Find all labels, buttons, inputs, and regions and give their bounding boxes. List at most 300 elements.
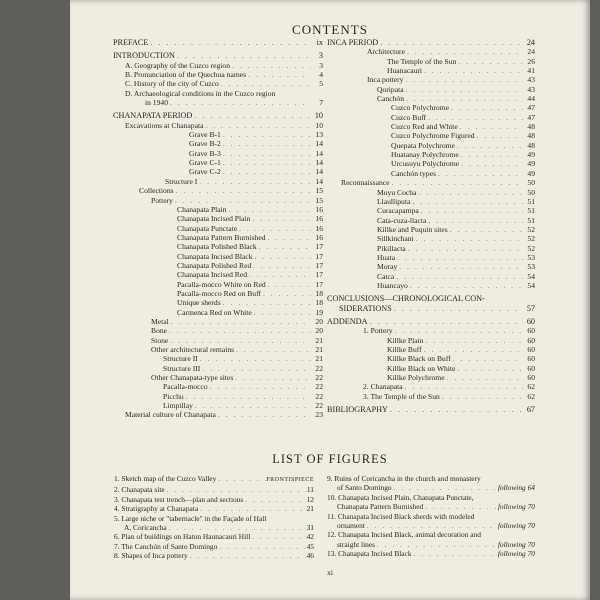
toc-entry-title: Bone: [151, 326, 168, 336]
toc-page-number: 22: [315, 401, 323, 411]
toc-page-number: 60: [527, 373, 535, 383]
toc-entry: [113, 382, 323, 391]
toc-entry-title: Sillkinchani: [377, 234, 414, 244]
toc-entry-title: Architecture: [367, 47, 405, 57]
toc-page-number: 62: [527, 382, 535, 392]
figure-caption-line: 2. Chanapata site: [114, 485, 165, 495]
toc-entry: [327, 169, 535, 178]
dot-leader: [458, 122, 523, 131]
toc-page-number: 60: [527, 326, 535, 336]
toc-entry: [113, 364, 323, 373]
toc-entry-title: Killke Black on White: [387, 363, 456, 373]
toc-entry-title: Huata: [377, 252, 396, 262]
toc-page-number: 17: [315, 242, 323, 252]
toc-entry-title: Pikillacta: [377, 243, 406, 253]
dot-leader: [251, 261, 311, 270]
toc-page-number: 5: [319, 79, 323, 89]
toc-entry: [327, 159, 535, 168]
toc-entry-title: SIDERATIONS: [339, 303, 392, 313]
toc-page-number: 48: [527, 140, 535, 150]
dot-leader: [456, 57, 523, 66]
toc-entry-title: Pacalla-mocco Red on Buff: [177, 288, 261, 298]
toc-page-number: 49: [527, 150, 535, 160]
toc-page-number: 47: [527, 112, 535, 122]
toc-page-number: 49: [527, 168, 535, 178]
dot-leader: [393, 326, 523, 335]
toc-entry: [113, 270, 323, 279]
toc-page-number: 14: [315, 158, 323, 168]
toc-entry-title: Limpillay: [163, 401, 193, 411]
toc-entry-title: BIBLIOGRAPHY: [327, 405, 388, 415]
toc-entry-title: Chanapata Plain: [177, 204, 227, 214]
dot-leader: [221, 139, 311, 148]
toc-entry-title: Killke Buff: [387, 345, 422, 354]
toc-entry: [113, 326, 323, 335]
figure-entry: [114, 551, 314, 560]
dot-leader: [203, 121, 311, 130]
dot-leader: [367, 317, 523, 326]
toc-entry: [113, 317, 323, 326]
toc-entry-title: Grave B-1: [189, 130, 221, 140]
dot-leader: [394, 272, 523, 281]
dot-leader: [395, 253, 523, 262]
toc-entry-title: Killke and Puquin sites: [377, 224, 448, 234]
toc-entry: [327, 262, 535, 271]
dot-leader: [221, 298, 311, 307]
toc-page-number: 22: [315, 363, 323, 373]
toc-entry: [327, 57, 535, 66]
toc-entry: [327, 150, 535, 159]
dot-leader: [416, 188, 523, 197]
toc-entry: [327, 272, 535, 281]
dot-leader: [459, 159, 523, 168]
toc-page-number: 43: [527, 84, 535, 94]
toc-page-number: 26: [527, 56, 535, 66]
toc-entry: [327, 141, 535, 150]
dot-leader: [392, 483, 498, 492]
toc-entry: [113, 336, 323, 345]
toc-entry-title: INTRODUCTION: [113, 51, 175, 61]
figure-page-reference: 45: [306, 541, 314, 551]
toc-entry: [113, 177, 323, 186]
toc-page-number: 67: [526, 405, 535, 415]
toc-entry: [327, 392, 535, 401]
toc-entry: [113, 261, 323, 270]
toc-page-number: 17: [315, 279, 323, 289]
dot-leader: [426, 216, 523, 225]
toc-page-number: 48: [527, 131, 535, 141]
dot-leader: [410, 197, 523, 206]
toc-entry: [327, 326, 535, 335]
toc-entry-title: 3. The Temple of the Sun: [363, 391, 440, 401]
toc-entry: [327, 113, 535, 122]
toc-entry-title: Cata-cuza-llacta: [377, 215, 427, 225]
dot-leader: [174, 186, 311, 195]
toc-page-number: 50: [527, 187, 535, 197]
toc-page-number: 21: [315, 345, 323, 354]
toc-entry-title: Other Chanapata-type sites: [151, 373, 234, 383]
toc-page-number: 60: [526, 316, 535, 326]
page-number: xi: [327, 568, 333, 577]
toc-page-number: 17: [315, 251, 323, 261]
toc-entry-title: Qoripata: [377, 84, 404, 94]
dot-leader: [261, 289, 311, 298]
dot-leader: [449, 103, 523, 112]
toc-entry: [113, 242, 323, 251]
toc-entry-title: Inca pottery: [367, 75, 404, 85]
toc-page-number: 16: [315, 223, 323, 233]
toc-page-number: 24: [527, 47, 535, 57]
toc-page-number: 62: [527, 391, 535, 401]
dot-leader: [148, 38, 311, 47]
toc-page-number: 43: [527, 75, 535, 85]
toc-page-number: 60: [527, 363, 535, 373]
dot-leader: [216, 474, 266, 483]
dot-leader: [404, 94, 523, 103]
toc-entry: [113, 354, 323, 363]
dot-leader: [405, 47, 523, 56]
toc-page-number: 3: [318, 51, 323, 61]
figure-page-reference: following 70: [497, 521, 535, 531]
toc-entry-title: CHANAPATA PERIOD: [113, 111, 193, 121]
dot-leader: [412, 549, 498, 558]
figure-entry: [114, 504, 314, 513]
toc-entry-title: Catca: [377, 271, 395, 281]
dot-leader: [257, 242, 311, 251]
figure-entry: [114, 485, 314, 494]
figure-caption-line: 4. Stratigraphy at Chanapata: [114, 504, 199, 514]
toc-entry-title: Picchu: [163, 391, 184, 401]
toc-entry-title: Killke Polychrome: [387, 373, 445, 383]
figure-caption-line: 3. Chanapata test trench—plan and sections: [114, 494, 244, 504]
dot-leader: [221, 167, 311, 176]
dot-leader: [403, 382, 523, 391]
toc-entry-title: Pottery: [151, 195, 173, 205]
figure-page-reference: 31: [306, 523, 314, 533]
toc-entry: [113, 121, 323, 130]
toc-page-number: 14: [315, 176, 323, 186]
toc-page-number: 60: [527, 354, 535, 364]
dot-leader: [219, 79, 311, 88]
toc-entry: [327, 382, 535, 391]
figure-page-reference: 46: [306, 551, 314, 561]
toc-entry: [327, 103, 535, 112]
figure-entry: [327, 512, 535, 531]
dot-leader: [436, 169, 523, 178]
toc-entry-title: Pacalla-mocco White on Red: [177, 279, 266, 289]
toc-entry-title: Pacalla-mocco: [163, 382, 208, 392]
book-page: [70, 0, 590, 600]
dot-leader: [404, 85, 523, 94]
dot-leader: [419, 206, 523, 215]
dot-leader: [397, 262, 523, 271]
figure-caption-line: straight lines: [337, 539, 375, 549]
figure-page-reference: following 70: [497, 539, 535, 549]
toc-entry: [327, 345, 535, 354]
toc-entry: [113, 401, 323, 410]
toc-page-number: 49: [527, 159, 535, 169]
dot-leader: [253, 252, 312, 261]
dot-leader: [230, 61, 311, 70]
dot-leader: [266, 233, 311, 242]
figure-entry: [114, 474, 314, 485]
figure-entry: [114, 495, 314, 504]
toc-entry-title: Grave C-2: [189, 167, 221, 177]
toc-entry: [113, 70, 323, 79]
toc-entry: [327, 281, 535, 290]
toc-entry: [113, 139, 323, 148]
dot-leader: [247, 270, 311, 279]
toc-page-number: 20: [315, 326, 323, 336]
toc-entry-title: Cuzco Polychrome Figured: [391, 131, 475, 141]
contents-right-column: [327, 38, 535, 414]
toc-page-number: 19: [315, 307, 323, 317]
figure-caption-line: 13. Chanapata Incised Black: [327, 549, 412, 559]
toc-entry-title: Material culture of Chanapata: [125, 410, 216, 420]
toc-entry-title: Chanapata Polished Black: [177, 242, 257, 252]
toc-entry-title: Moray: [377, 262, 398, 272]
dot-leader: [365, 521, 498, 530]
toc-entry: [327, 216, 535, 225]
toc-entry: [327, 178, 535, 187]
toc-entry: [113, 196, 323, 205]
dot-leader: [234, 345, 311, 354]
figures-right-column: [327, 474, 535, 559]
figure-caption-line: 7. The Canchón of Santo Domingo: [114, 541, 218, 551]
toc-entry-title: 2. Chanapata: [363, 382, 403, 392]
toc-entry: [327, 206, 535, 215]
toc-section-heading: [327, 304, 535, 313]
toc-section-heading: [327, 38, 535, 47]
toc-entry-title: C. History of the city of Cuzco: [125, 79, 219, 89]
toc-page-number: 13: [315, 130, 323, 140]
toc-page-number: 51: [527, 206, 535, 216]
toc-entry: [327, 253, 535, 262]
toc-entry-title: D. Archaeological conditions in the Cuzco region: [125, 88, 276, 98]
toc-entry: [113, 61, 323, 70]
toc-entry-title: Grave B-2: [189, 139, 221, 149]
toc-entry-title: Huatanay Polychrome: [391, 150, 459, 160]
toc-page-number: 18: [315, 298, 323, 308]
dot-leader: [422, 345, 523, 354]
toc-page-number: 60: [527, 335, 535, 345]
dot-leader: [375, 540, 498, 549]
toc-entry: [327, 225, 535, 234]
figures-title: LIST OF FIGURES: [272, 452, 388, 466]
toc-entry: [113, 410, 323, 419]
toc-entry: [113, 158, 323, 167]
toc-entry: [327, 131, 535, 140]
dot-leader: [233, 373, 311, 382]
toc-page-number: 14: [315, 148, 323, 158]
toc-entry: [327, 94, 535, 103]
dot-leader: [243, 495, 306, 504]
toc-page-number: 52: [527, 234, 535, 244]
dot-leader: [390, 178, 524, 187]
toc-page-number: 41: [527, 66, 535, 76]
toc-entry-title: 1. Pottery: [363, 326, 393, 336]
toc-page-number: 4: [319, 70, 323, 80]
toc-entry-title: Quepata Polychrome: [391, 140, 455, 150]
toc-entry: [113, 149, 323, 158]
dot-leader: [266, 280, 311, 289]
dot-leader: [198, 504, 306, 513]
toc-entry: [113, 289, 323, 298]
dot-leader: [184, 392, 311, 401]
toc-entry: [113, 186, 323, 195]
toc-entry-title: The Temple of the Sun: [387, 56, 457, 66]
toc-entry-title: Structure II: [163, 354, 198, 364]
dot-leader: [403, 75, 523, 84]
toc-page-number: 17: [315, 270, 323, 280]
figure-page-reference: 11: [306, 485, 314, 495]
figure-page-reference: following 64: [497, 483, 535, 493]
toc-entry-title: Grave C-1: [189, 158, 221, 168]
toc-page-number: 23: [315, 410, 323, 420]
toc-entry-title: Urcusuyu Polychrome: [391, 159, 460, 169]
dot-leader: [173, 196, 311, 205]
dot-leader: [221, 130, 311, 139]
toc-entry-title: Structure III: [163, 363, 201, 373]
toc-entry-title: Cuzco Buff: [391, 112, 427, 122]
toc-page-number: 50: [527, 178, 535, 188]
dot-leader: [451, 354, 523, 363]
toc-entry: [327, 336, 535, 345]
figure-caption-line: of Santo Domingo: [337, 483, 392, 493]
toc-entry-title: Canchón: [377, 94, 404, 104]
figure-entry: [114, 542, 314, 551]
toc-entry: [327, 47, 535, 56]
toc-entry: [327, 122, 535, 131]
toc-entry-title: Other architectural remains: [151, 345, 235, 354]
figure-page-reference: 12: [306, 494, 314, 504]
dot-leader: [459, 150, 523, 159]
toc-entry-title: Structure I: [165, 176, 198, 186]
toc-entry: [327, 188, 535, 197]
figure-caption-line: 12. Chanapata Incised Black, animal decoration and: [327, 530, 481, 540]
dot-leader: [388, 405, 523, 414]
figure-page-reference: following 70: [497, 549, 535, 559]
toc-entry-title: Chanapata Incised Black: [177, 251, 253, 261]
toc-section-heading: [113, 38, 323, 47]
dot-leader: [165, 485, 307, 494]
toc-page-number: 54: [527, 280, 535, 290]
dot-leader: [252, 308, 311, 317]
toc-entry-title: Stone: [151, 335, 169, 345]
toc-page-number: 15: [315, 186, 323, 196]
dot-leader: [408, 281, 523, 290]
toc-entry: [113, 98, 323, 107]
toc-page-number: 21: [315, 354, 323, 364]
dot-leader: [227, 205, 311, 214]
toc-entry-title: INCA PERIOD: [327, 38, 379, 47]
toc-entry-title: in 1940: [145, 98, 168, 108]
toc-entry: [113, 79, 323, 88]
dot-leader: [216, 410, 311, 419]
toc-page-number: 54: [527, 271, 535, 281]
toc-page-number: 48: [527, 122, 535, 132]
toc-page-number: 16: [315, 214, 323, 224]
figures-left-column: [114, 474, 314, 561]
toc-page-number: 10: [315, 120, 323, 130]
dot-leader: [193, 401, 311, 410]
dot-leader: [406, 244, 523, 253]
toc-page-number: 52: [527, 243, 535, 253]
toc-page-number: 16: [315, 232, 323, 242]
toc-entry: [327, 244, 535, 253]
dot-leader: [445, 373, 523, 382]
toc-page-number: ix: [316, 38, 323, 47]
dot-leader: [426, 113, 523, 122]
toc-page-number: 44: [527, 94, 535, 104]
figure-entry: [327, 549, 535, 558]
toc-entry: [113, 392, 323, 401]
dot-leader: [200, 364, 311, 373]
dot-leader: [208, 382, 311, 391]
toc-entry-title: Muyu Cocha: [377, 187, 417, 197]
toc-page-number: 22: [315, 373, 323, 383]
toc-entry: [113, 308, 323, 317]
toc-page-number: 51: [527, 196, 535, 206]
toc-section-heading: [327, 294, 535, 303]
toc-page-number: 21: [315, 335, 323, 345]
dot-leader: [169, 317, 311, 326]
toc-entry-title: Chanapata Incised Plain: [177, 214, 251, 224]
toc-page-number: 14: [315, 167, 323, 177]
figure-page-reference: 42: [306, 532, 314, 542]
dot-leader: [250, 214, 311, 223]
toc-entry-title: CONCLUSIONS—CHRONOLOGICAL CON-: [327, 294, 485, 304]
toc-entry: [327, 197, 535, 206]
dot-leader: [198, 354, 311, 363]
toc-entry: [113, 205, 323, 214]
toc-entry: [113, 233, 323, 242]
dot-leader: [440, 392, 523, 401]
toc-entry: [327, 234, 535, 243]
toc-entry-title: Chanapata Punctate: [177, 223, 238, 233]
dot-leader: [175, 51, 311, 60]
toc-entry: [113, 167, 323, 176]
toc-entry-title: Cuzco Red and White: [391, 122, 458, 132]
toc-page-number: 22: [315, 382, 323, 392]
toc-section-heading: [327, 405, 535, 414]
toc-entry-title: Huancayo: [377, 280, 408, 290]
dot-leader: [378, 38, 523, 47]
toc-page-number: 22: [315, 391, 323, 401]
toc-entry-title: Excavations at Chanapata: [125, 120, 204, 130]
toc-entry: [113, 252, 323, 261]
toc-entry-title: Carmenca Red on White: [177, 307, 252, 317]
figure-caption-line: 11. Chanapata Incised Black sherds with modeled: [327, 511, 475, 521]
toc-entry-title: A. Geography of the Cuzco region: [125, 60, 231, 70]
figure-entry: [114, 514, 314, 533]
toc-page-number: 15: [315, 195, 323, 205]
toc-section-heading: [327, 317, 535, 326]
toc-entry-title: Unique sherds: [177, 298, 221, 308]
dot-leader: [237, 224, 311, 233]
dot-leader: [192, 111, 311, 120]
figure-caption-line: 10. Chanapata Incised Plain, Chanapata Punctate,: [327, 492, 474, 502]
toc-page-number: 60: [527, 345, 535, 354]
toc-entry-title: Grave B-3: [189, 148, 221, 158]
toc-entry-title: Cuzco Polychrome: [391, 103, 449, 113]
toc-entry-title: Chanapata Pattern Burnished: [177, 232, 266, 242]
figure-entry: [114, 532, 314, 541]
figure-entry: [327, 493, 535, 512]
toc-page-number: 57: [526, 303, 535, 313]
figure-entry: [327, 530, 535, 549]
dot-leader: [448, 225, 523, 234]
